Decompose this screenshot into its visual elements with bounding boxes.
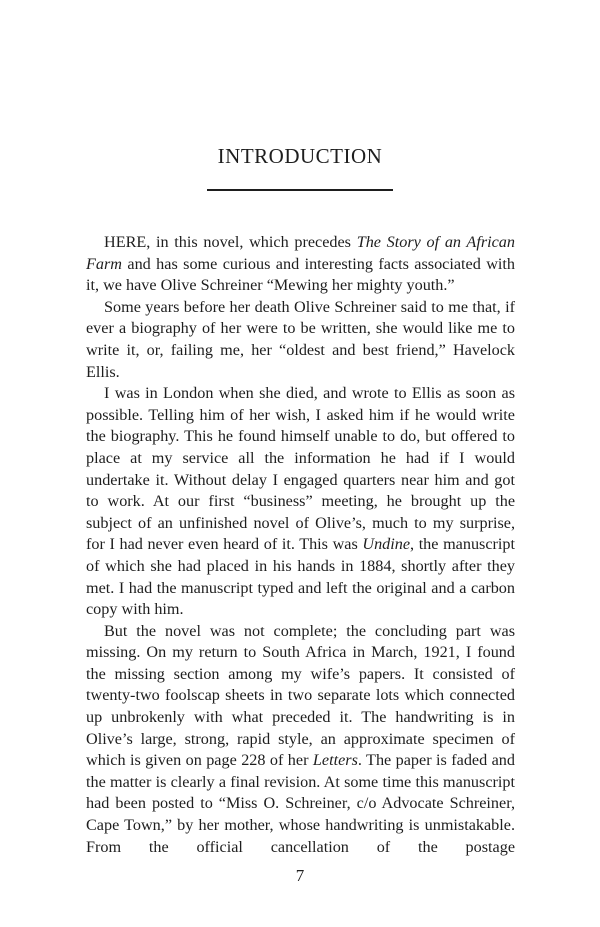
text-run: HERE, in this novel, which precedes [104, 233, 357, 251]
text-run: But the novel was not complete; the concluding part was missing. On my return to South Africa in March, 1921, I found the missing section among my wife’s papers. It consisted of twenty-two foolscap sheets in two separate lots which connected up unbrokenly with what preceded it. The handwriting is in Olive’s large, strong, rapid style, an approximate specimen of which is given on page 228 of her [86, 621, 515, 770]
text-run: Some years before her death Olive Schreiner said to me that, if ever a biography of her were to be written, she would like me to write it, or, failing me, her “oldest and best friend,” Havelock Ellis. [86, 297, 515, 381]
paragraph [86, 232, 515, 297]
text-run: I was in London when she died, and wrote to Ellis as soon as possible. Telling him of her wish, I asked him if he would write the biography. This he found himself unable to do, but offered to place at my service all the information he had if I would undertake it. Without delay I engaged quarters near him and got to work. At our first “business” meeting, he brought up the subject of an unfinished novel of Olive’s, much to my surprise, for I had never even heard of it. This was [86, 384, 515, 554]
italic-title-run: Undine [362, 535, 411, 554]
heading-rule [207, 189, 393, 191]
paragraph [86, 297, 515, 383]
text-run: . The paper is faded and the matter is clearly a final revision. At some time this manuscript had been posted to “Miss O. Schreiner, c/o Advocate Schreiner, Cape Town,” by her mother, whose handwriting is unmistakable. From the official cancellation of the postage [86, 751, 515, 856]
page-number: 7 [295, 866, 305, 885]
chapter-heading: INTRODUCTION [217, 144, 383, 168]
text-run: , the manuscript of which she had placed in his hands in 1884, shortly after they met. I had the manuscript typed and left the original and a carbon copy with him. [86, 535, 515, 619]
text-run: and has some curious and interesting facts associated with it, we have Olive Schreiner “Mewing her mighty youth.” [86, 254, 515, 295]
italic-title-run: The Story of an African Farm [86, 233, 515, 273]
paragraph [86, 621, 515, 859]
italic-title-run: Letters [312, 751, 358, 770]
paragraph [86, 383, 515, 621]
body-text [86, 232, 515, 858]
